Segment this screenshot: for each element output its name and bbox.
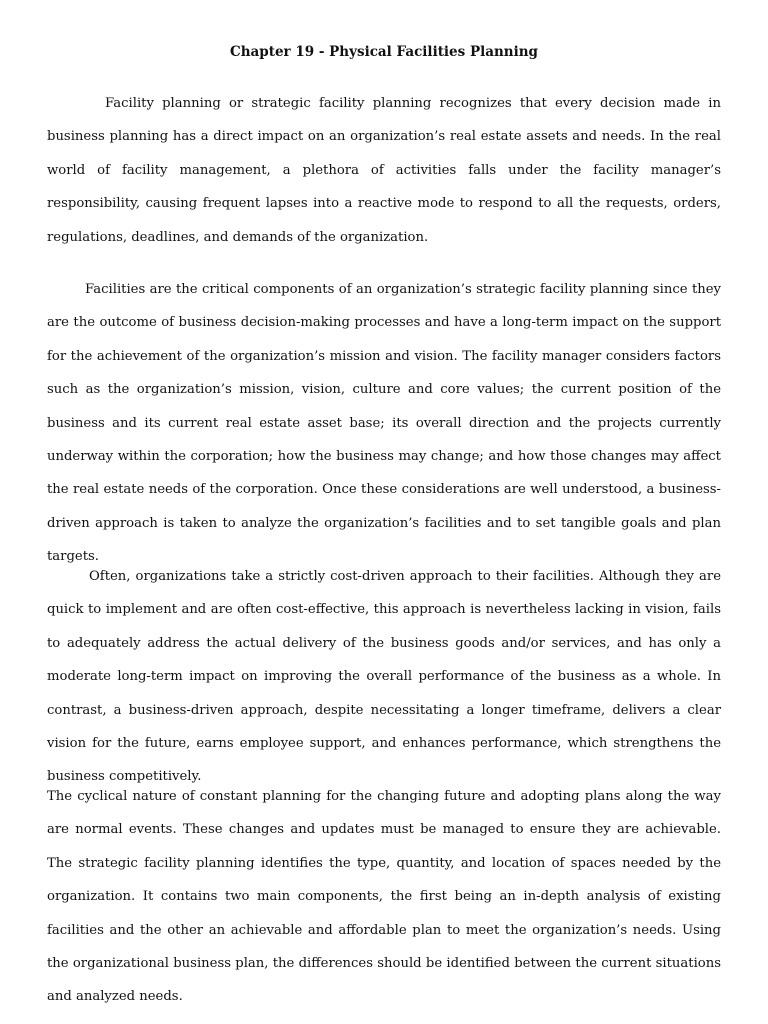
paragraph-cost-driven-approach: Often, organizations take a strictly cost-driven approach to their facilities. Although they are quick to implement and are often cost-effective, this approach is nevertheless lacking in vision, fails to adequately address the actual delivery of the business goods and/or services, and has only a moderate long-term impact on improving the overall performance of the business as a whole. In contrast, a business-driven approach, despite necessitating a longer timeframe, delivers a clear vision for the future, earns employee support, and enhances performance, which strengthens the business competitively. [47,569,721,785]
paragraph-facilities-components: Facilities are the critical components of an organization’s strategic facility planning since they are the outcome of business decision-making processes and have a long-term impact on the support for the achievement of the organization’s mission and vision. The facility manager considers factors such as the organization’s mission, vision, culture and core values; the current position of the business and its current real estate asset base; its overall direction and the projects currently underway within the corporation; how the business may change; and how those changes may affect the real estate needs of the corporation. Once these considerations are well understood, a business-driven approach is taken to analyze the organization’s facilities and to set tangible goals and plan targets. [47,282,721,565]
chapter-title: Chapter 19 - Physical Facilities Planning [229,44,538,60]
paragraph-facility-planning: Facility planning or strategic facility planning recognizes that every decision made in business planning has a direct impact on an organization’s real estate assets and needs. In the real world of facility management, a plethora of activities falls under the facility manager’s responsibility, causing frequent lapses into a reactive mode to respond to all the requests, orders, regulations, deadlines, and demands of the organization. [47,96,721,245]
paragraph-cyclical-planning: The cyclical nature of constant planning for the changing future and adopting plans along the way are normal events. These changes and updates must be managed to ensure they are achievable. The strategic facility planning identifies the type, quantity, and location of spaces needed by the organization. It contains two main components, the first being an in-depth analysis of existing facilities and the other an achievable and affordable plan to meet the organization’s needs. Using the organizational business plan, the differences should be identified between the current situations and analyzed needs. [47,789,721,1005]
